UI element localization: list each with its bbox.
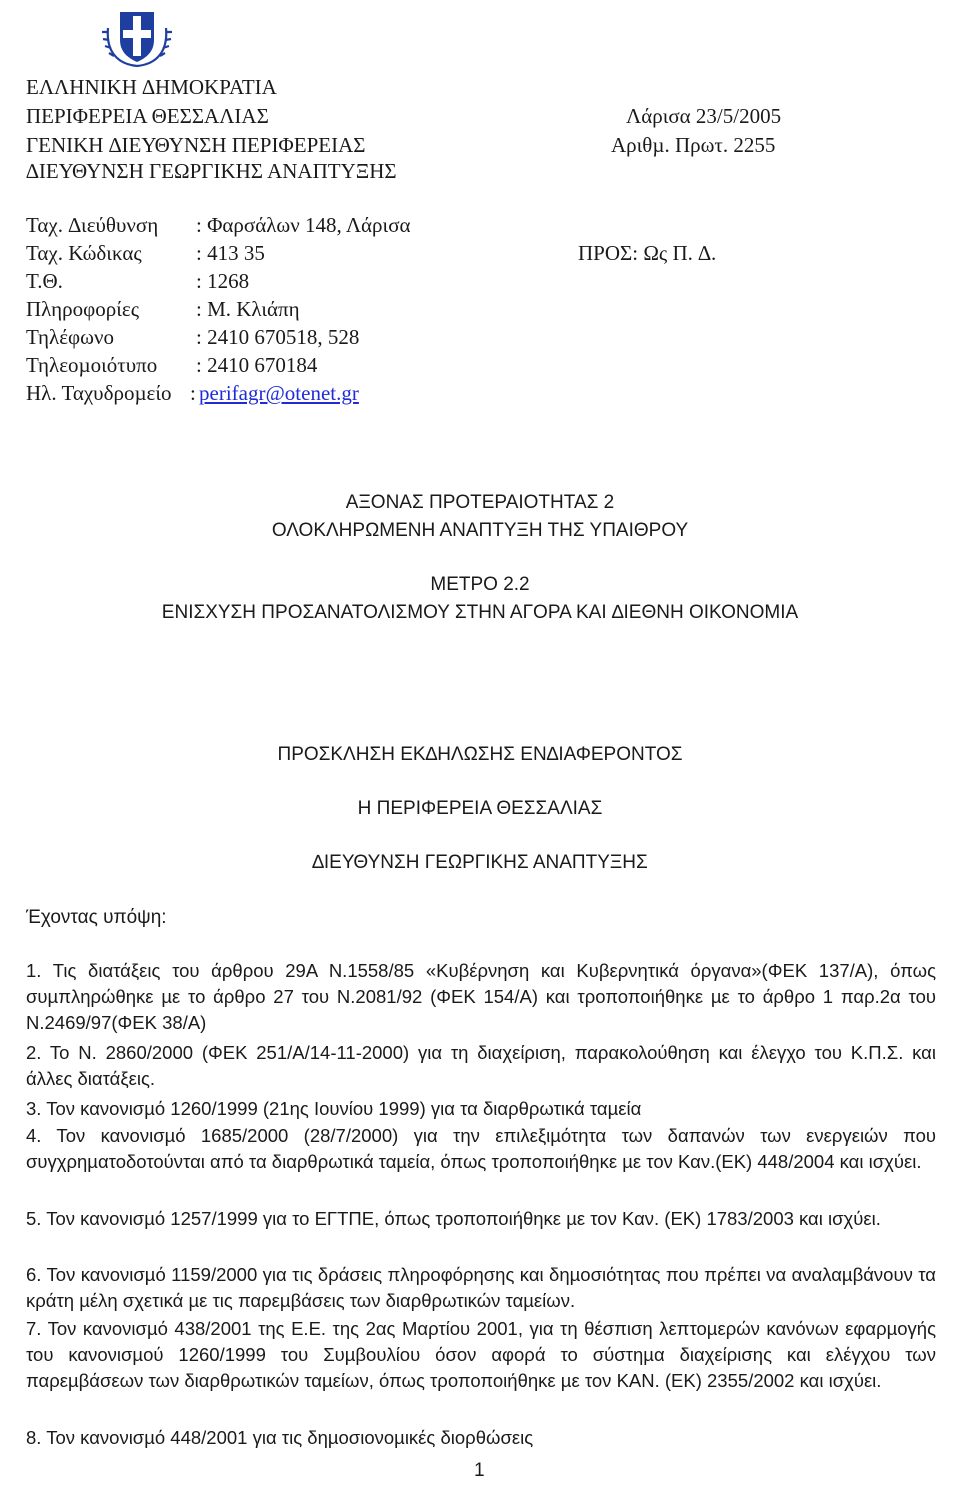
protocol-number: Αριθµ. Πρωτ. 2255: [611, 133, 776, 157]
header-line-3: ΓΕΝΙΚΗ ∆ΙΕΥΘΥΝΣΗ ΠΕΡΙΦΕΡΕΙΑΣ: [26, 133, 366, 157]
contact-phone-value: : 2410 670518, 528: [196, 325, 360, 349]
contact-email-label: Ηλ. Ταχυδροµείο: [26, 381, 172, 405]
region-title: Η ΠΕΡΙΦΕΡΕΙΑ ΘΕΣΣΑΛΙΑΣ: [357, 798, 603, 819]
contact-fax-value: : 2410 670184: [196, 353, 318, 377]
email-link[interactable]: perifagr@otenet.gr: [199, 381, 359, 405]
list-item-6: 6. Τον κανονισµό 1159/2000 για τις δράσεις πληροφόρησης και δηµοσιότητας που πρέπει να αναλαµβάνουν τα κράτη µέλη σχετικά µε τις παρεµβάσεις των διαρθρωτικών ταµείων.: [26, 1264, 936, 1311]
measure-subtitle: ΕΝΙΣΧΥΣΗ ΠΡΟΣΑΝΑΤΟΛΙΣΜΟΥ ΣΤΗΝ ΑΓΟΡΑ ΚΑΙ ∆ΙΕΘΝΗ ΟΙΚΟΝΟΜΙΑ: [161, 602, 799, 623]
recipient: ΠΡΟΣ: Ως Π. ∆.: [578, 241, 717, 265]
header-line-4: ∆ΙΕΥΘΥΝΣΗ ΓΕΩΡΓΙΚΗΣ ΑΝΑΠΤΥΞΗΣ: [26, 159, 397, 183]
contact-email-colon: :: [190, 381, 196, 405]
axis-title: ΑΞΟΝΑΣ ΠΡΟΤΕΡΑΙΟΤΗΤΑΣ 2: [345, 492, 615, 513]
contact-postcode-value: : 413 35: [196, 241, 265, 265]
contact-pobox-label: Τ.Θ.: [26, 269, 63, 293]
list-item-2: 2. Το Ν. 2860/2000 (ΦΕΚ 251/Α/14-11-2000) για τη διαχείριση, παρακολούθηση και έλεγχο του Κ.Π.Σ. και άλλες διατάξεις.: [26, 1042, 936, 1089]
list-item-1: 1. Τις διατάξεις του άρθρου 29Α Ν.1558/85 «Κυβέρνηση και Κυβερνητικά όργανα»(ΦΕΚ 137/Α), όπως συµπληρώθηκε µε το άρθρο 27 του Ν.2081/92 (ΦΕΚ 154/Α) και τροποποιήθηκε µε το άρθρο 1 παρ.2α του Ν.2469/97(ΦΕΚ 38/Α): [26, 960, 936, 1033]
document-date: Λάρισα 23/5/2005: [626, 104, 782, 128]
header-line-2: ΠΕΡΙΦΕΡΕΙΑ ΘΕΣΣΑΛΙΑΣ: [26, 104, 269, 128]
list-item-5: 5. Τον κανονισµό 1257/1999 για το ΕΓΤΠΕ, όπως τροποποιήθηκε µε τον Καν. (ΕΚ) 1783/2003 και ισχύει.: [26, 1208, 881, 1229]
list-item-7: 7. Τον κανονισµό 438/2001 της Ε.Ε. της 2ας Μαρτίου 2001, για τη θέσπιση λεπτοµερών κανόνων εφαρµογής του κανονισµού 1260/1999 του Συµβουλίου όσον αφορά το σύστηµα διαχείρισης και ελέγχου των παρεµβάσεων των διαρθρωτικών ταµείων, όπως τροποποιήθηκε µε τον ΚΑΝ. (ΕΚ) 2355/2002 και ισχύει.: [26, 1318, 936, 1391]
directorate-title: ∆ΙΕΥΘΥΝΣΗ ΓΕΩΡΓΙΚΗΣ ΑΝΑΠΤΥΞΗΣ: [312, 852, 648, 873]
contact-address-label: Ταχ. ∆ιεύθυνση: [26, 213, 159, 237]
measure-title: ΜΕΤΡΟ 2.2: [430, 574, 530, 595]
list-item-4: 4. Τον κανονισµό 1685/2000 (28/7/2000) για την επιλεξιµότητα των δαπανών των ενεργειών που συγχρηµατοδοτούνται από τα διαρθρωτικά ταµεία, όπως τροποποιήθηκε µε τον Καν.(ΕΚ) 448/2004 και ισχύει.: [26, 1125, 936, 1172]
contact-pobox-value: : 1268: [196, 269, 250, 293]
contact-phone-label: Τηλέφωνο: [26, 325, 114, 349]
contact-postcode-label: Ταχ. Κώδικας: [26, 241, 142, 265]
contact-address-value: : Φαρσάλων 148, Λάρισα: [196, 213, 411, 237]
header-line-1: ΕΛΛΗΝΙΚΗ ∆ΗΜΟΚΡΑΤΙΑ: [26, 75, 277, 99]
axis-subtitle: ΟΛΟΚΛΗΡΩΜΕΝΗ ΑΝΑΠΤΥΞΗ ΤΗΣ ΥΠΑΙΘΡΟΥ: [271, 520, 689, 541]
page-number: 1: [474, 1460, 485, 1481]
greek-emblem-icon: [102, 4, 172, 72]
invitation-title: ΠΡΟΣΚΛΗΣΗ ΕΚ∆ΗΛΩΣΗΣ ΕΝ∆ΙΑΦΕΡΟΝΤΟΣ: [277, 744, 683, 765]
list-item-3: 3. Τον κανονισµό 1260/1999 (21ης Ιουνίου 1999) για τα διαρθρωτικά ταµεία: [26, 1098, 642, 1119]
list-item-8: 8. Τον κανονισµό 448/2001 για τις δηµοσιονοµικές διορθώσεις: [26, 1427, 534, 1448]
contact-info-label: Πληροφορίες: [26, 297, 140, 321]
contact-info-value: : Μ. Κλιάπη: [196, 297, 300, 321]
contact-fax-label: Τηλεοµοιότυπο: [26, 353, 158, 377]
considering-label: Έχοντας υπόψη:: [26, 907, 167, 928]
